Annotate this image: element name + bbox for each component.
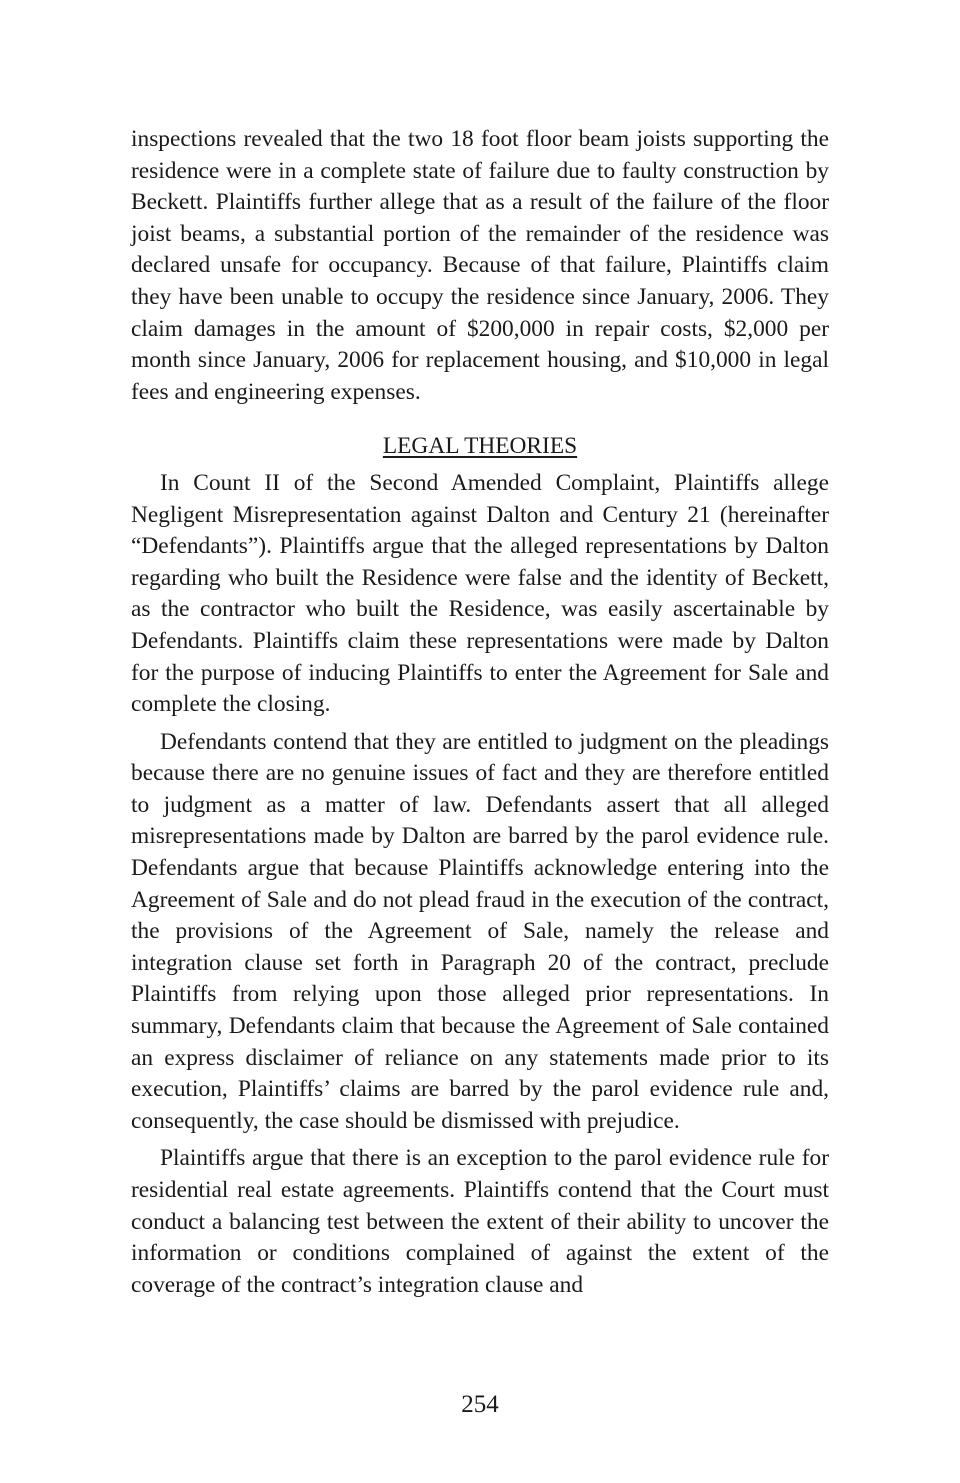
paragraph-continued-facts: inspections revealed that the two 18 foot floor beam joists supporting the residence were in a complete state of failure due to faulty construction by Beckett. Plaintiffs further allege that as a result of the failure of the floor joist beams, a substantial portion of the remainder of the residence was declared unsafe for occupancy. Because of that failure, Plaintiffs claim they have been unable to occupy the residence since January, 2006. They claim damages in the amount of $200,000 in repair costs, $2,000 per month since January, 2006 for replacement housing, and $10,000 in legal fees and engineering expenses. <box>131 126 829 405</box>
paragraph-count-two: In Count II of the Second Amended Complaint, Plaintiffs allege Negligent Misrepresentation against Dalton and Century 21 (hereinafter “Defendants”). Plaintiffs argue that the alleged representations by Dalton regarding who built the Residence were false and the identity of Beckett, as the contractor who built the Residence, was easily ascertainable by Defendants. Plaintiffs claim these representations were made by Dalton for the purpose of inducing Plaintiffs to enter the Agreement for Sale and complete the closing. <box>131 469 829 718</box>
paragraph-plaintiffs-exception: Plaintiffs argue that there is an exception to the parol evidence rule for residential real estate agreements. Plaintiffs contend that the Court must conduct a balancing test between the extent of their ability to uncover the information or conditions complained of against the extent of the coverage of the contract’s integration clause and <box>131 1145 829 1298</box>
page-body <box>131 124 829 1301</box>
paragraph-defendants-contention: Defendants contend that they are entitled to judgment on the pleadings because there are no genuine issues of fact and they are therefore entitled to judgment as a matter of law. Defendants assert that all alleged misrepresentations made by Dalton are barred by the parol evidence rule. Defendants argue that because Plaintiffs acknowledge entering into the Agreement of Sale and do not plead fraud in the execution of the contract, the provisions of the Agreement of Sale, namely the release and integration clause set forth in Paragraph 20 of the contract, preclude Plaintiffs from relying upon those alleged prior representations. In summary, Defendants claim that because the Agreement of Sale contained an express disclaimer of reliance on any statements made prior to its execution, Plaintiffs’ claims are barred by the parol evidence rule and, consequently, the case should be dismissed with prejudice. <box>131 728 829 1134</box>
page-number: 254 <box>461 1391 499 1418</box>
section-heading-legal-theories: LEGAL THEORIES <box>382 433 578 460</box>
